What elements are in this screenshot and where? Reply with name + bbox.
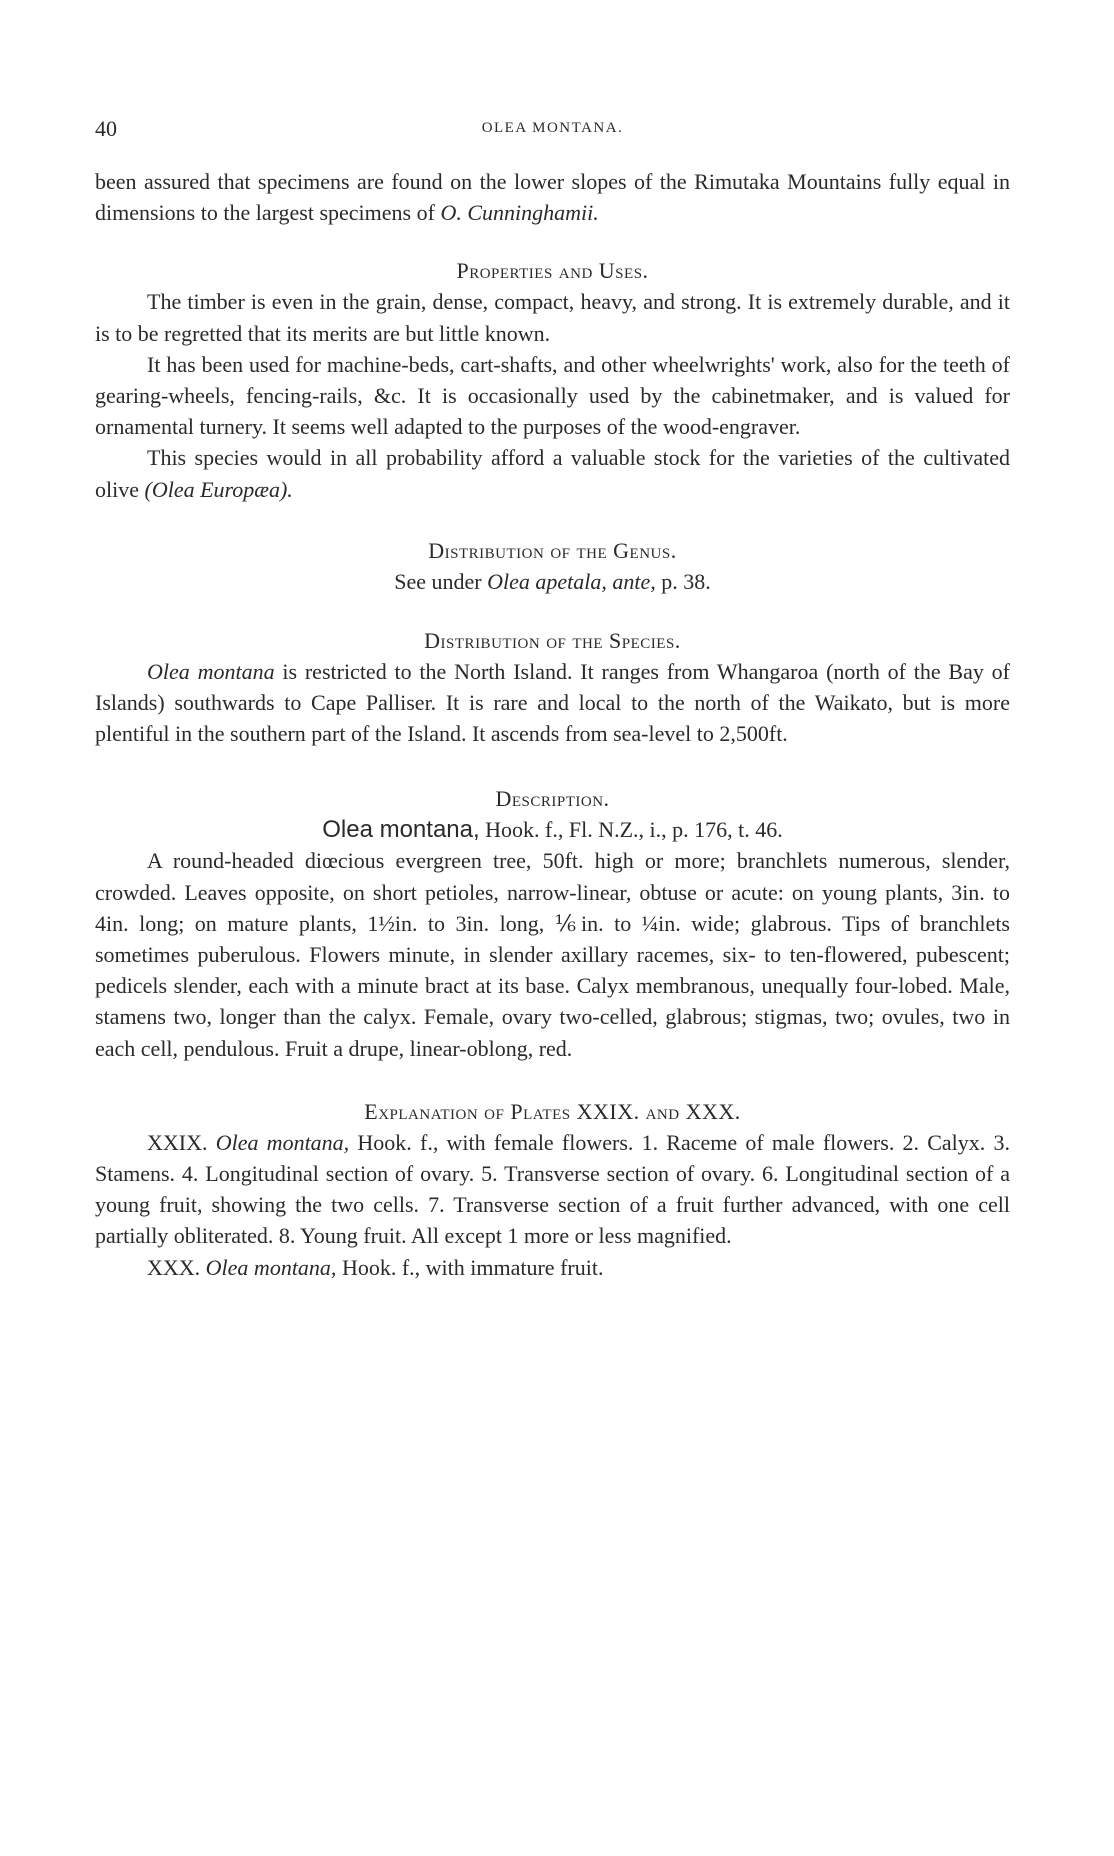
plates-p2-species: Olea montana, bbox=[205, 1254, 337, 1280]
plates-paragraph-2 bbox=[95, 1252, 1010, 1283]
plates-p1-text: Hook. f., with female flowers. 1. Raceme of male flowers. 2. Calyx. 3. Stamens. 4. Longitudinal section of ovary. 5. Transverse section of ovary. 6. Longitudinal section of a young fruit, showing the two cells. 7. Transverse section of a fruit further advanced, with one cell partially obliterated. 8. Young fruit. All except 1 more or less magnified. bbox=[95, 1129, 1010, 1249]
description-heading: Description. bbox=[495, 786, 610, 812]
species-heading: Distribution of the Species. bbox=[424, 627, 681, 653]
genus-see-page: p. 38. bbox=[655, 568, 711, 594]
species-text: is restricted to the North Island. It ranges from Whangaroa (north of the Bay of Islands) southwards to Cape Palliser. It is rare and local to the north of the Waikato, but is more plentiful in the southern part of the Island. It ascends from sea-level to 2,500ft. bbox=[95, 658, 1010, 747]
description-title bbox=[95, 814, 1010, 845]
properties-p3-species: (Olea Europæa). bbox=[144, 476, 293, 502]
description-paragraph: A round-headed diœcious evergreen tree, 50ft. high or more; branchlets numerous, slender, crowded. Leaves opposite, on short petioles, narrow-linear, obtuse or acute: on young plants, 3in. to 4in. long; on mature plants, 1½in. to 3in. long, ⅙in. to ¼in. wide; glabrous. Tips of branchlets sometimes puberulous. Flowers minute, in slender axillary racemes, six- to ten-flowered, pubescent; pedicels slender, each with a minute bract at its base. Calyx membranous, unequally four-lobed. Male, stamens two, longer than the calyx. Female, ovary two-celled, glabrous; stigmas, two; ovules, two in each cell, pendulous. Fruit a drupe, linear-oblong, red. bbox=[95, 848, 1010, 1061]
intro-species-name: O. Cunninghamii. bbox=[440, 200, 599, 226]
plates-paragraph-1 bbox=[95, 1127, 1010, 1252]
description-species-name: Olea montana, bbox=[322, 816, 480, 844]
intro-paragraph bbox=[95, 166, 1010, 228]
page-number: 40 bbox=[95, 116, 117, 141]
running-head bbox=[95, 116, 1010, 146]
genus-reference bbox=[95, 566, 1010, 597]
properties-paragraph-1: The timber is even in the grain, dense, compact, heavy, and strong. It is extremely durable, and it is to be regretted that its merits are but little known. bbox=[95, 289, 1010, 346]
plates-p1-lead: XXIX. bbox=[147, 1129, 216, 1155]
genus-heading: Distribution of the Genus. bbox=[428, 537, 677, 563]
properties-p3-text: This species would in all probability afford a valuable stock for the varieties of the cultivated olive bbox=[95, 445, 1010, 502]
plates-heading: Explanation of Plates XXIX. and XXX. bbox=[364, 1098, 741, 1124]
species-paragraph bbox=[95, 656, 1010, 750]
species-name: Olea montana bbox=[147, 658, 275, 684]
properties-heading: Properties and Uses. bbox=[456, 258, 649, 284]
genus-see-text: See under bbox=[394, 568, 488, 594]
genus-see-species: Olea apetala, ante, bbox=[487, 568, 656, 594]
page-body bbox=[95, 166, 1010, 1283]
intro-text: been assured that specimens are found on the lower slopes of the Rimutaka Mountains fully equal in dimensions to the largest specimens of bbox=[95, 169, 1010, 226]
properties-paragraph-3 bbox=[95, 442, 1010, 504]
plates-p2-text: Hook. f., with immature fruit. bbox=[336, 1254, 604, 1280]
description-citation: Hook. f., Fl. N.Z., i., p. 176, t. 46. bbox=[479, 817, 783, 843]
plates-p1-species: Olea montana, bbox=[215, 1129, 350, 1155]
properties-paragraph-2: It has been used for machine-beds, cart-shafts, and other wheelwrights' work, also for the teeth of gearing-wheels, fencing-rails, &c. It is occasionally used by the cabinetmaker, and is valued for ornamental turnery. It seems well adapted to the purposes of the wood-engraver. bbox=[95, 351, 1010, 440]
plates-p2-lead: XXX. bbox=[147, 1254, 206, 1280]
running-title: OLEA MONTANA. bbox=[481, 120, 624, 136]
